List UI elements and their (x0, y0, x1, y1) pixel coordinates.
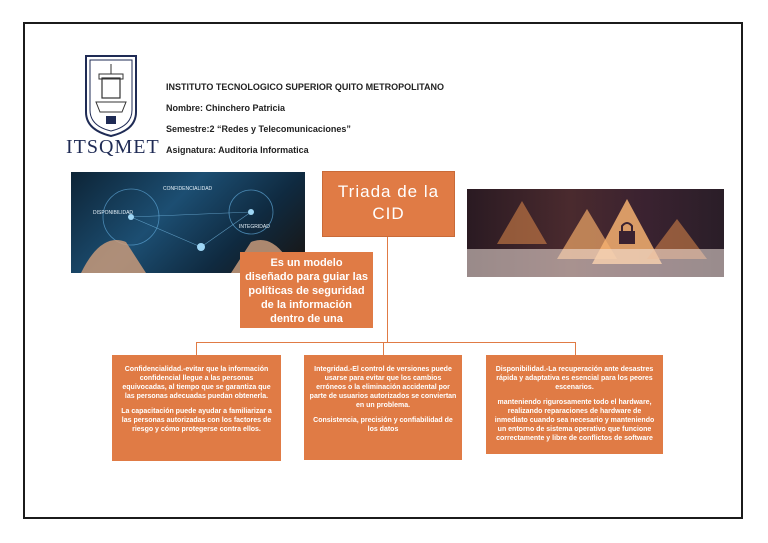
box-text: Disponibilidad.-La recuperación ante desastres rápida y adaptativa es esencial para los peores escenarios. (495, 366, 654, 391)
diagram-description: Es un modelo diseñado para guiar las políticas de seguridad de la información dentro de una organización. (240, 252, 373, 328)
box-text: Consistencia, precisión y confiabilidad de los datos (313, 417, 453, 433)
photo-label-integrity: INTEGRIDAD (239, 224, 270, 230)
box-confidentiality (112, 355, 281, 461)
connector-vertical (387, 237, 388, 342)
warning-lock-graphic-icon (467, 189, 724, 277)
photo-label-confidentiality: CONFIDENCIALIDAD (163, 186, 213, 192)
semester: Semestre:2 “Redes y Telecomunicaciones” (166, 124, 351, 134)
connector-right (575, 342, 576, 355)
diagram-title: Triada de la CID (322, 171, 455, 237)
box-text: Confidencialidad.-evitar que la información confidencial llegue a las personas equivocadas, al tiempo que se garantiza que las personas adecuadas puedan obtenerla. (122, 366, 271, 400)
photo-label-availability: DISPONIBILIDAD (93, 210, 134, 216)
box-text: La capacitación puede ayudar a familiarizar a las personas autorizadas con los factores de riesgo y cómo protegerse contra ellos. (121, 408, 272, 433)
logo-text: ITSQMET (66, 136, 160, 158)
header-info (166, 80, 444, 164)
box-availability (486, 355, 663, 454)
connector-horizontal (196, 342, 576, 343)
student-name: Nombre: Chinchero Patricia (166, 103, 286, 113)
box-integrity (304, 355, 462, 460)
connector-mid (383, 342, 384, 355)
institution-name: INSTITUTO TECNOLOGICO SUPERIOR QUITO METROPOLITANO (166, 82, 445, 92)
security-photo-right (467, 189, 724, 277)
box-text: manteniendo rigurosamente todo el hardware, realizando reparaciones de hardware de inmediato cuando sea necesario y manteniendo un entorno de sistema operativo que funcione correctamente y libre de conflictos de software (494, 399, 655, 442)
connector-left (196, 342, 197, 355)
subject: Asignatura: Auditoria Informatica (166, 145, 309, 155)
box-text: Integridad.-El control de versiones puede usarse para evitar que los cambios erróneos o la eliminación accidental por parte de usuarios autorizados se conviertan en un problema. (309, 366, 457, 409)
